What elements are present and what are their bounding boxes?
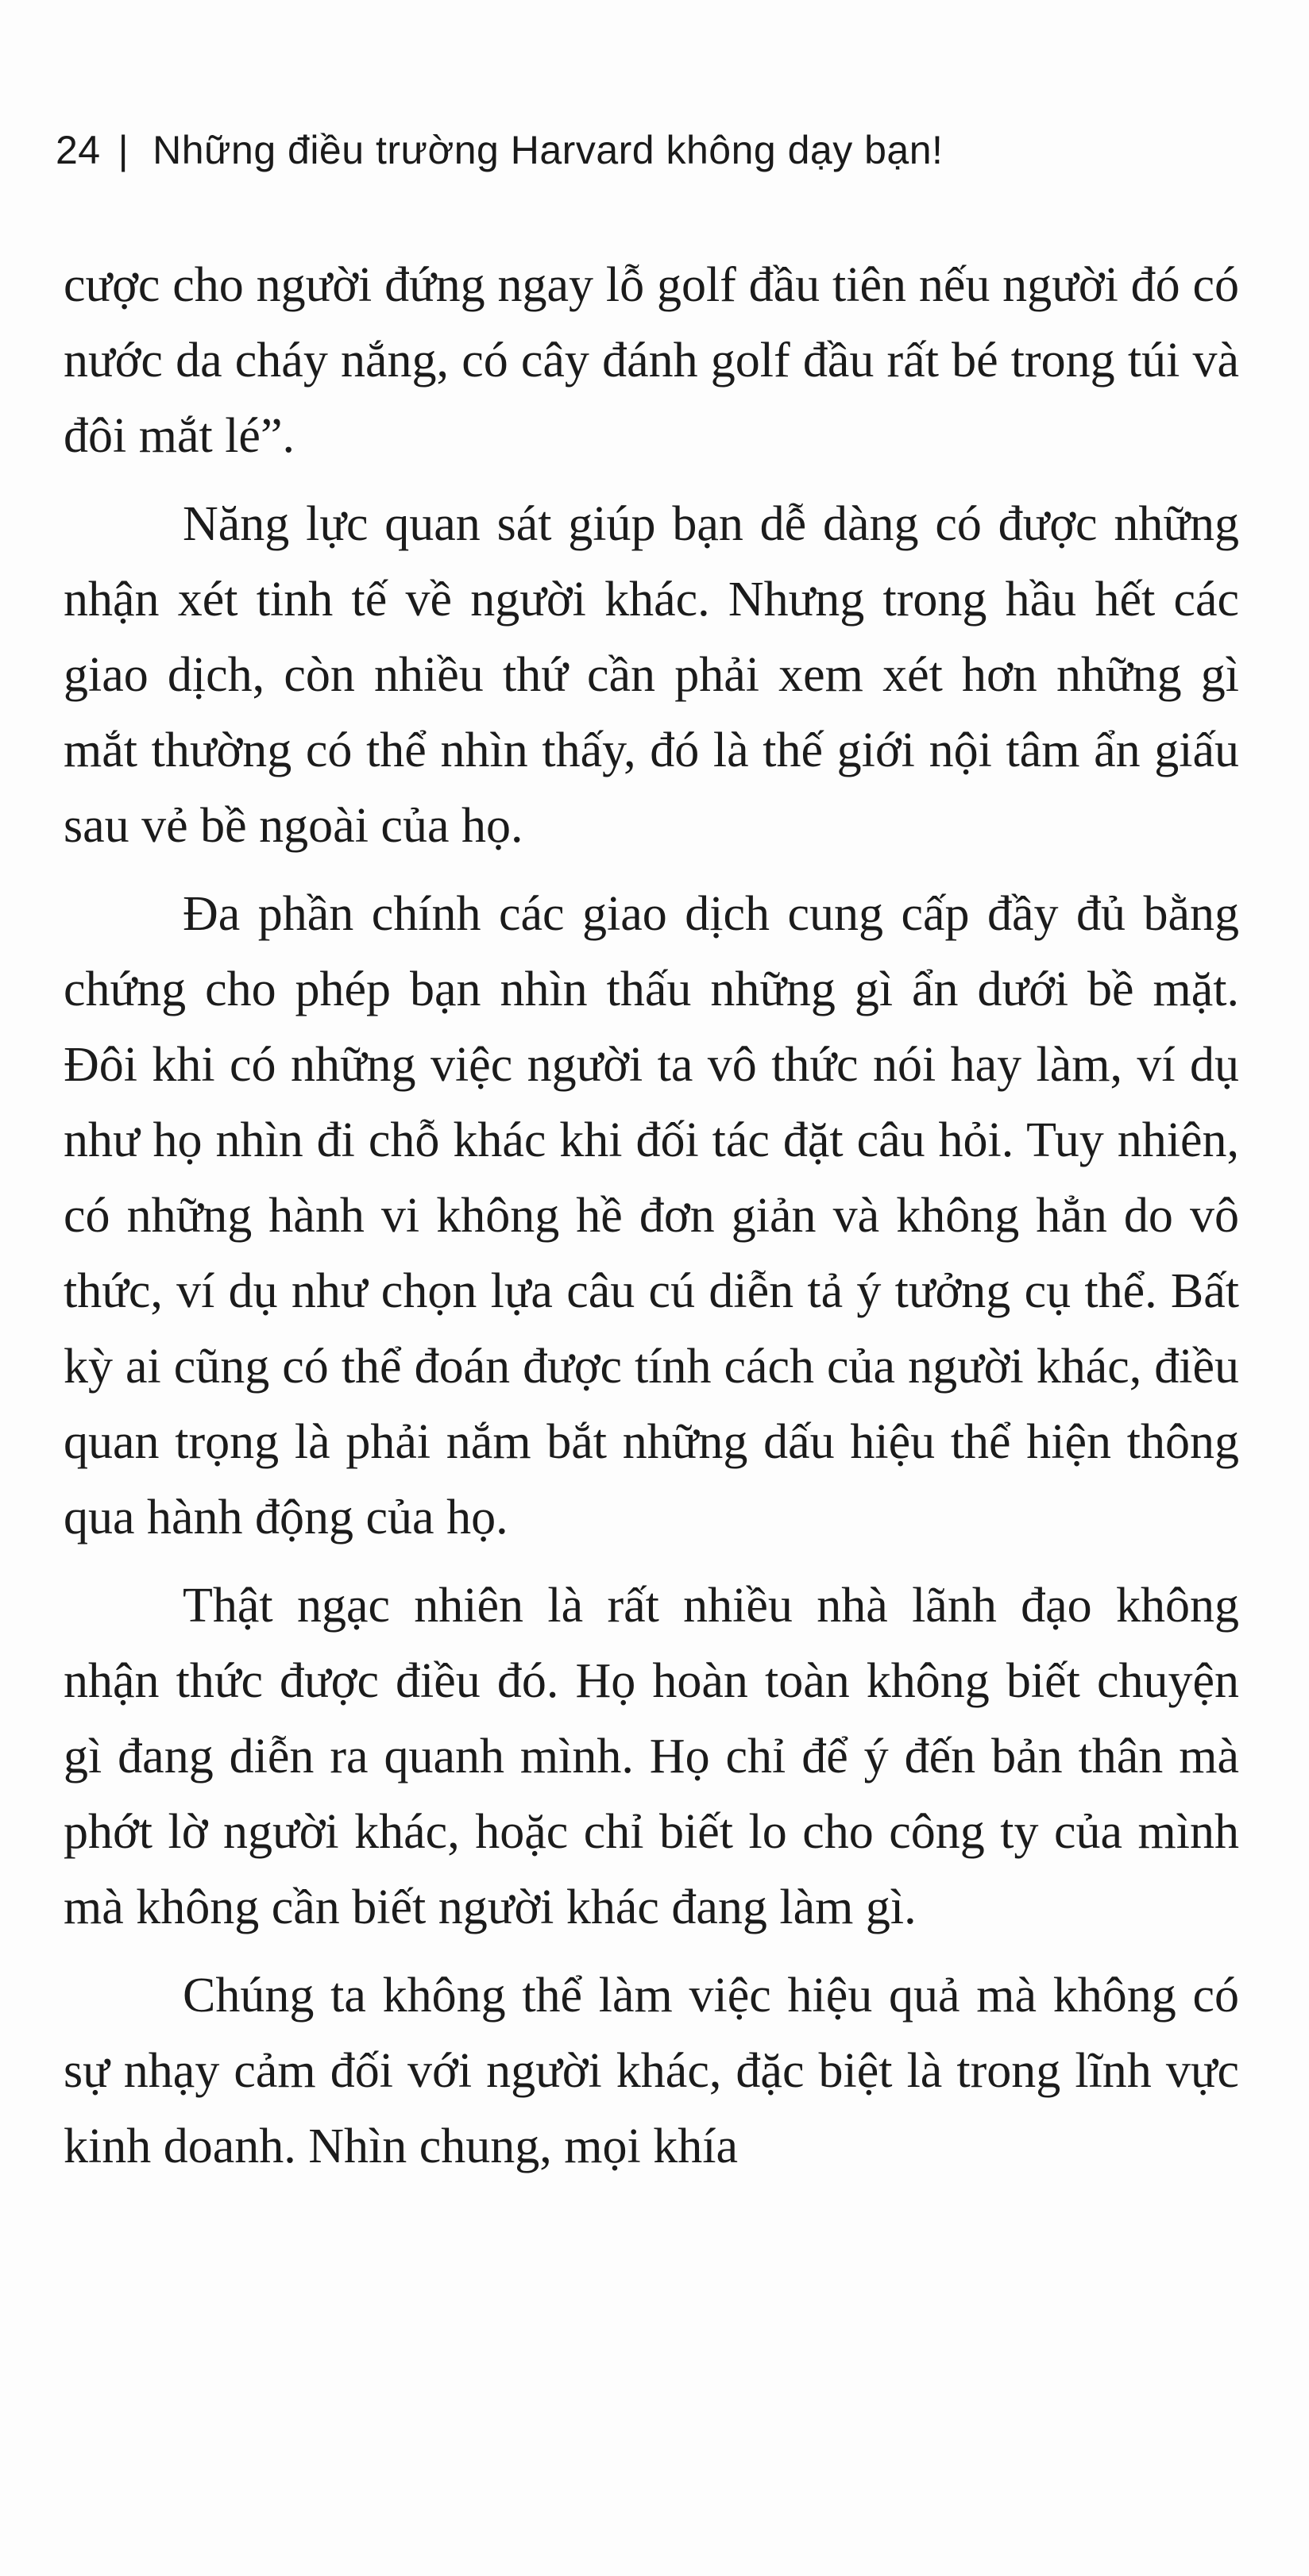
page-number: 24 bbox=[56, 128, 101, 172]
header-separator: | bbox=[118, 128, 129, 172]
paragraph: Đa phần chính các giao dịch cung cấp đầy đủ bằng chứng cho phép bạn nhìn thấu những gì ẩn dưới bề mặt. Đôi khi có những việc người ta vô thức nói hay làm, ví dụ như họ nhìn đi chỗ khác khi đối tác đặt câu hỏi. Tuy nhiên, có những hành vi không hề đơn giản và không hẳn do vô thức, ví dụ như chọn lựa câu cú diễn tả ý tưởng cụ thể. Bất kỳ ai cũng có thể đoán được tính cách của người khác, điều quan trọng là phải nắm bắt những dấu hiệu thể hiện thông qua hành động của họ. bbox=[64, 887, 1239, 1544]
book-title: Những điều trường Harvard không dạy bạn! bbox=[153, 128, 944, 172]
body-text bbox=[64, 248, 1239, 2197]
paragraph: Năng lực quan sát giúp bạn dễ dàng có được những nhận xét tinh tế về người khác. Nhưng trong hầu hết các giao dịch, còn nhiều thứ cần phải xem xét hơn những gì mắt thường có thể nhìn thấy, đó là thế giới nội tâm ẩn giấu sau vẻ bề ngoài của họ. bbox=[64, 497, 1239, 853]
running-head bbox=[56, 127, 943, 173]
paragraph: Chúng ta không thể làm việc hiệu quả mà không có sự nhạy cảm đối với người khác, đặc biệt là trong lĩnh vực kinh doanh. Nhìn chung, mọi khía bbox=[64, 1969, 1239, 2173]
paragraph: Thật ngạc nhiên là rất nhiều nhà lãnh đạo không nhận thức được điều đó. Họ hoàn toàn không biết chuyện gì đang diễn ra quanh mình. Họ chỉ để ý đến bản thân mà phớt lờ người khác, hoặc chỉ biết lo cho công ty của mình mà không cần biết người khác đang làm gì. bbox=[64, 1579, 1239, 1934]
paragraph-continued: cược cho người đứng ngay lỗ golf đầu tiên nếu người đó có nước da cháy nắng, có cây đánh golf đầu rất bé trong túi và đôi mắt lé”. bbox=[64, 258, 1239, 463]
